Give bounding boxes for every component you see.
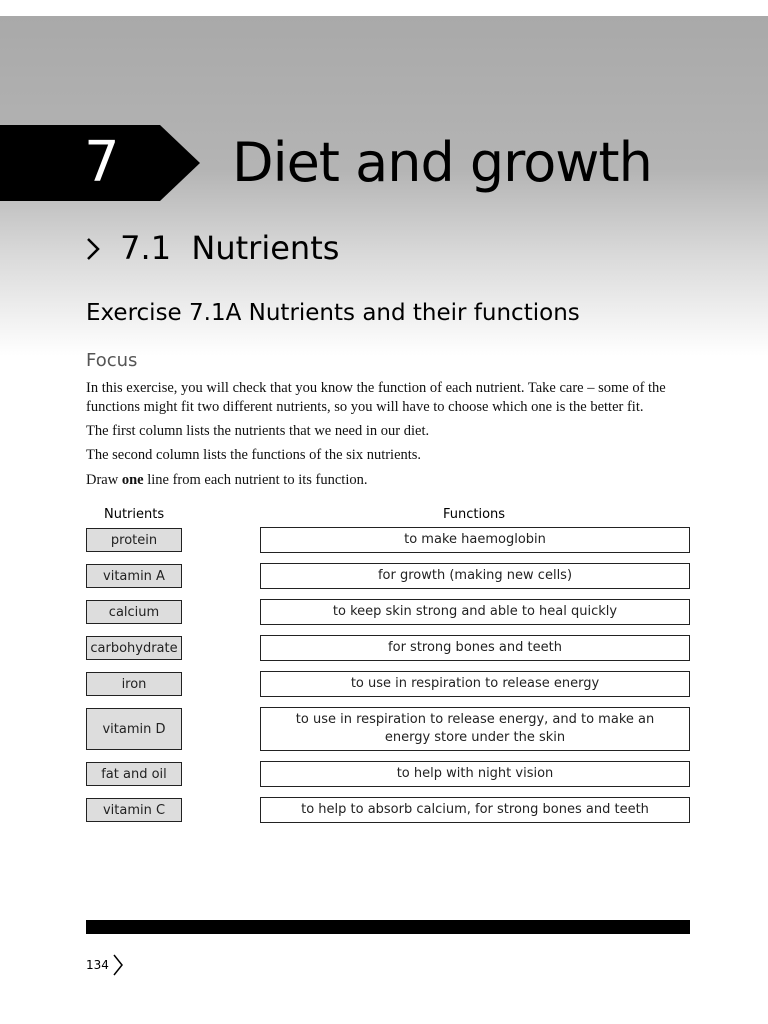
focus-paragraph: The first column lists the nutrients that we need in our diet.: [86, 423, 430, 439]
chevron-right-icon: [86, 226, 110, 270]
section-name: Nutrients: [191, 229, 340, 267]
function-box[interactable]: to keep skin strong and able to heal quickly: [260, 599, 690, 625]
function-box[interactable]: to help to absorb calcium, for strong bones and teeth: [260, 797, 690, 823]
section-number: 7.1: [120, 229, 172, 267]
nutrient-box[interactable]: carbohydrate: [86, 636, 182, 660]
chapter-number: 7: [84, 130, 120, 195]
section-title: [86, 226, 339, 270]
nutrients-column-header: Nutrients: [104, 507, 165, 522]
focus-heading: Focus: [86, 350, 138, 371]
footer-bar: [86, 920, 690, 934]
nutrient-box[interactable]: fat and oil: [86, 762, 182, 786]
nutrient-box[interactable]: iron: [86, 672, 182, 696]
function-box[interactable]: for strong bones and teeth: [260, 635, 690, 661]
focus-paragraph: In this exercise, you will check that you know the function of each nutrient. Take care – some of the functions might fit two different nutrients, so you will have to choose which one is the better fit.: [86, 380, 666, 415]
function-box[interactable]: to help with night vision: [260, 761, 690, 787]
focus-paragraph: The second column lists the functions of the six nutrients.: [86, 447, 422, 463]
function-box[interactable]: to use in respiration to release energy, and to make an energy store under the skin: [260, 707, 690, 751]
instruction-text: Draw one line from each nutrient to its function.: [86, 472, 368, 488]
exercise-title: Exercise 7.1A Nutrients and their functions: [86, 300, 580, 326]
page-number: 134: [86, 958, 109, 972]
chapter-title: Diet and growth: [232, 131, 652, 194]
nutrient-box[interactable]: vitamin A: [86, 564, 182, 588]
function-box[interactable]: to use in respiration to release energy: [260, 671, 690, 697]
instruction-emphasis: one: [121, 472, 144, 488]
functions-column-header: Functions: [443, 507, 506, 522]
nutrient-box[interactable]: calcium: [86, 600, 182, 624]
chevron-right-icon: [112, 953, 124, 982]
function-box[interactable]: to make haemoglobin: [260, 527, 690, 553]
nutrient-box[interactable]: vitamin D: [86, 708, 182, 750]
nutrient-box[interactable]: vitamin C: [86, 798, 182, 822]
nutrient-box[interactable]: protein: [86, 528, 182, 552]
function-box[interactable]: for growth (making new cells): [260, 563, 690, 589]
